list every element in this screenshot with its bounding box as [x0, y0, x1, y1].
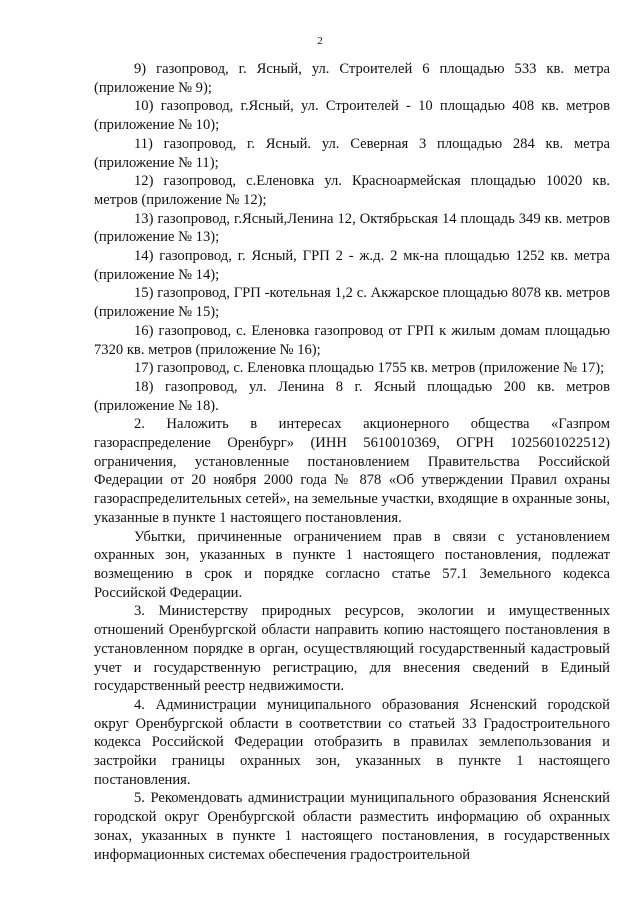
- clause-2-losses: Убытки, причиненные ограничением прав в связи с установлением охранных зон, указанных в пункте 1 настоящего постановления, подлежат возмещению в срок и порядке согласно статье 57.1 Земельного кодекса Российской Федерации.: [94, 528, 610, 601]
- list-item: 12) газопровод, с.Еленовка ул. Красноармейская площадью 10020 кв. метров (приложение № 12);: [94, 173, 610, 208]
- list-item: 14) газопровод, г. Ясный, ГРП 2 - ж.д. 2 мк-на площадью 1252 кв. метра (приложение № 14);: [94, 248, 610, 283]
- list-item: 13) газопровод, г.Ясный,Ленина 12, Октябрьская 14 площадь 349 кв. метров (приложение № 13);: [94, 210, 610, 246]
- document-body: [94, 60, 610, 864]
- list-item: 17) газопровод, с. Еленовка площадью 1755 кв. метров (приложение № 17);: [134, 360, 605, 377]
- list-item: 15) газопровод, ГРП -котельная 1,2 с. Акжарское площадью 8078 кв. метров (приложение № 15);: [94, 285, 610, 321]
- list-item: 11) газопровод, г. Ясный. ул. Северная 3 площадью 284 кв. метра (приложение № 11);: [94, 135, 610, 171]
- clause-2: 2. Наложить в интересах акционерного общества «Газпром газораспределение Оренбург» (ИНН 5610010369, ОГРН 1025601022512) ограничения, установленные постановлением Правительства Российской Федерации от 20 ноября 2000 года № 878 «Об утверждении Правил охраны газораспределительных сетей», на земельные участки, входящие в охранные зоны, указанные в пункте 1 настоящего постановления.: [94, 416, 610, 526]
- list-item: 18) газопровод, ул. Ленина 8 г. Ясный площадью 200 кв. метров (приложение № 18).: [94, 378, 610, 414]
- page-number: 2: [317, 35, 323, 47]
- clause-3: 3. Министерству природных ресурсов, экологии и имущественных отношений Оренбургской области направить копию настоящего постановления в установленном порядке в орган, осуществляющий государственный кадастровый учет и государственную регистрацию, для внесения сведений в Единый государственный реестр недвижимости.: [94, 603, 610, 695]
- clause-4: 4. Администрации муниципального образования Ясненский городской округ Оренбургской области в соответствии со статьей 33 Градостроительного кодекса Российской Федерации отобразить в правилах землепользования и застройки границы охранных зон, указанных в пункте 1 настоящего постановления.: [94, 696, 610, 788]
- list-item: 16) газопровод, с. Еленовка газопровод от ГРП к жилым домам площадью 7320 кв. метров (приложение № 16);: [94, 322, 610, 358]
- clause-5: 5. Рекомендовать администрации муниципального образования Ясненский городской округ Оренбургской области разместить информацию об охранных зонах, указанных в пункте 1 настоящего постановления, в государственных информационных системах обеспечения градостроительной: [94, 790, 610, 863]
- list-item: 9) газопровод, г. Ясный, ул. Строителей 6 площадью 533 кв. метра (приложение № 9);: [94, 61, 610, 96]
- list-item: 10) газопровод, г.Ясный, ул. Строителей - 10 площадью 408 кв. метров (приложение № 10);: [94, 98, 610, 134]
